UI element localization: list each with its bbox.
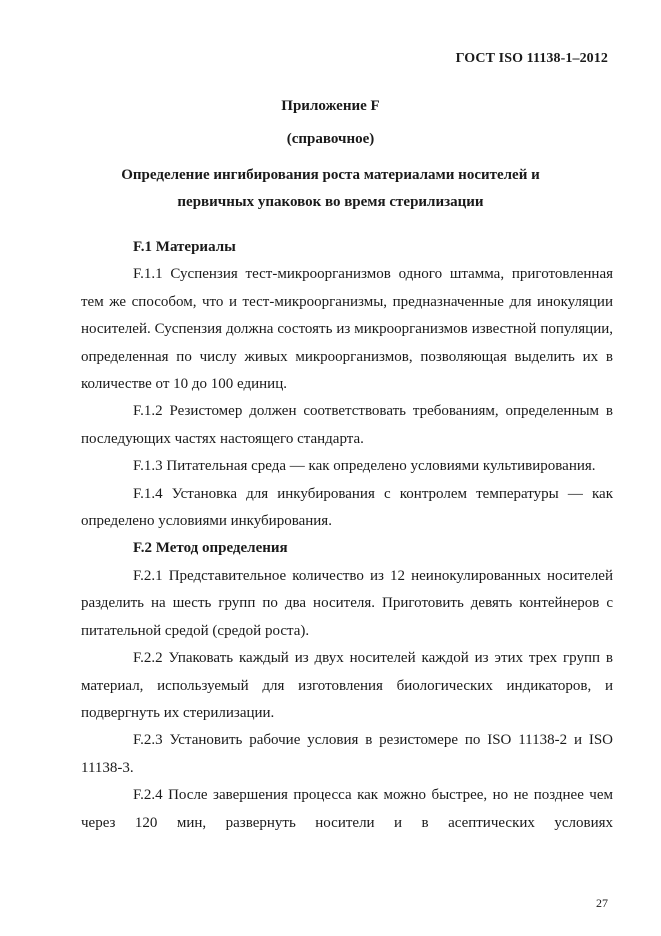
paragraph-f2-3: F.2.3 Установить рабочие условия в резистомере по ISO 11138-2 и ISO 11138-3. (81, 732, 613, 776)
paragraph-f1-1: F.1.1 Суспензия тест-микроорганизмов одного штамма, приготовленная тем же способом, что и тест-микроорганизмы, предназначенные для инокуляции носителей. Суспензия должна состоять из микроорганизмов известной популяции, определенная по числу живых микроорганизмов, позволяющая выделить их в количестве от 10 до 100 единиц. (81, 266, 613, 393)
section-heading-f2: F.2 Метод определения (133, 540, 288, 557)
annex-heading-line-1: Определение ингибирования роста материалами носителей и (121, 167, 540, 183)
paragraph-f1-4: F.1.4 Установка для инкубирования с контролем температуры — как определено условиями инкубирования. (81, 485, 613, 530)
standard-header: ГОСТ ISO 11138-1–2012 (455, 51, 608, 66)
annex-type: (справочное) (286, 131, 375, 147)
paragraph-f1-3: F.1.3 Питательная среда — как определено условиями культивирования. (133, 458, 596, 475)
paragraph-f2-1: F.2.1 Представительное количество из 12 неинокулированных носителей разделить на шесть групп по два носителя. Приготовить девять контейнеров с питательной средой (средой роста). (81, 567, 613, 639)
paragraph-f1-2: F.1.2 Резистомер должен соответствовать требованиям, определенным в последующих частях настоящего стандарта. (81, 403, 613, 447)
page-number: 27 (596, 896, 608, 910)
section-heading-f1: F.1 Материалы (133, 239, 236, 255)
annex-title: Приложение F (281, 98, 380, 114)
paragraph-f2-4: F.2.4 После завершения процесса как можно быстрее, но не позднее чем через 120 мин, развернуть носители и в асептических условиях (81, 787, 613, 831)
annex-body (81, 234, 613, 837)
annex-heading-line-2: первичных упаковок во время стерилизации (177, 194, 484, 210)
paragraph-f2-2: F.2.2 Упаковать каждый из двух носителей каждой из этих трех групп в материал, используемый для изготовления биологических индикаторов, и подвергнуть их стерилизации. (81, 650, 613, 721)
